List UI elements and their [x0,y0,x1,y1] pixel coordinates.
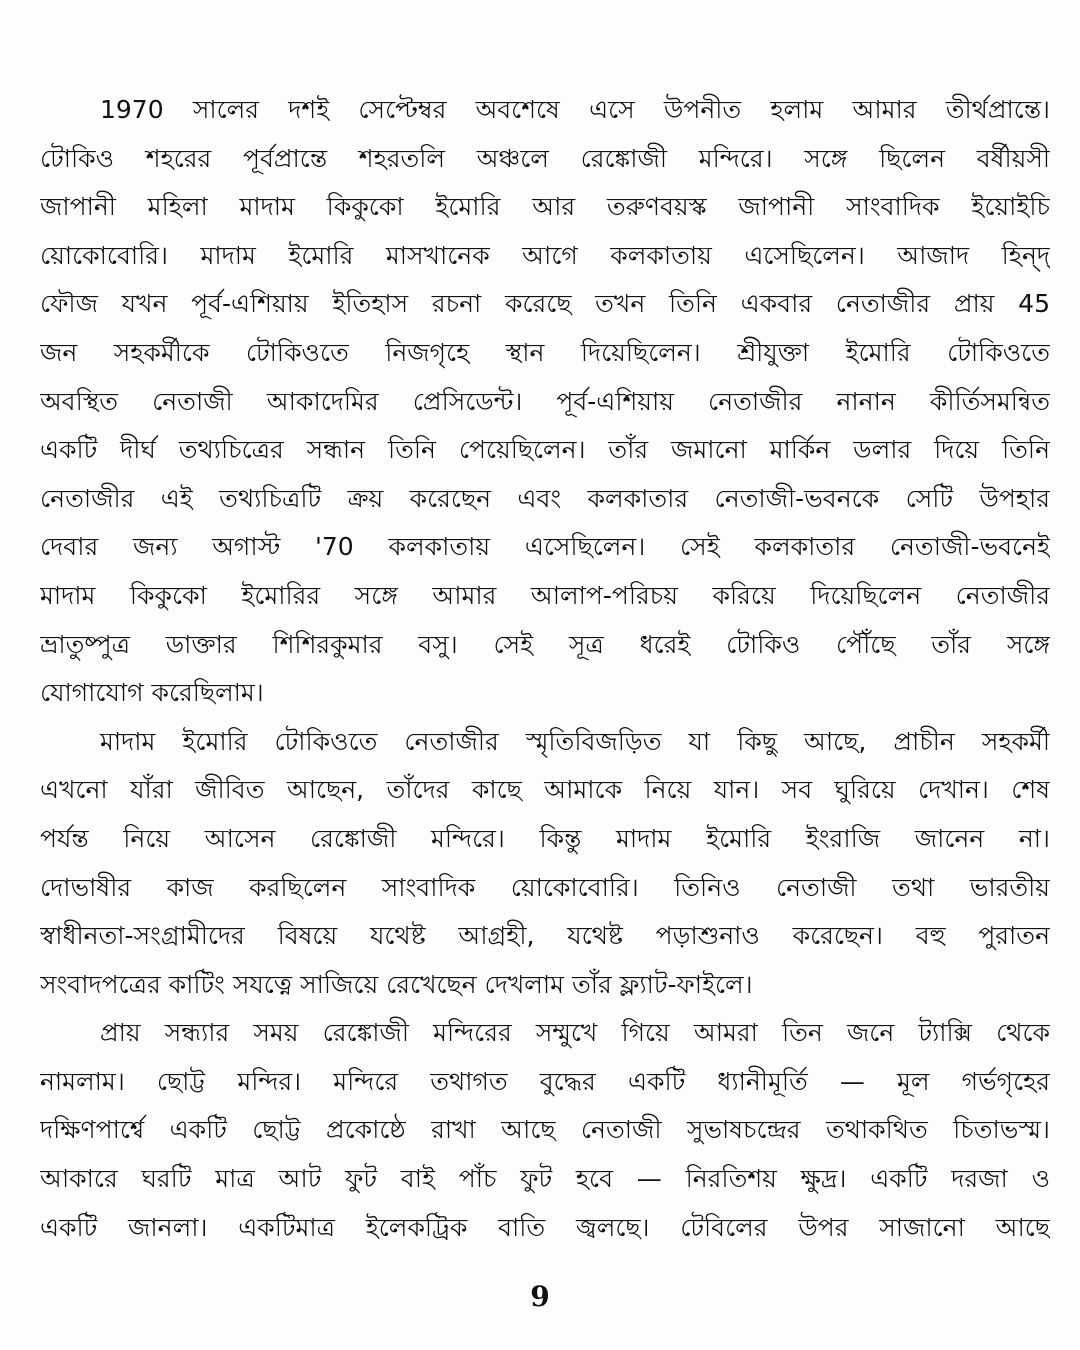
text-line: 1970 সালের দশই সেপ্টেম্বর অবশেষে এসে উপনীত হলাম আমার তীর্থপ্রান্তে। [100,95,1050,124]
paragraph-1 [40,86,1050,718]
text-line: প্রায় সন্ধ্যার সময় রেঙ্কোজী মন্দিরের সম্মুখে গিয়ে আমরা তিন জনে ট্যাক্সি থেকে [100,1018,1050,1048]
text-line: পর্যন্ত নিয়ে আসেন রেঙ্কোজী মন্দিরে। কিন্তু মাদাম ইমোরি ইংরাজি জানেন না। [40,823,1050,853]
body-text [40,86,1050,1252]
text-line: দেবার জন্য অগাস্ট '70 কলকাতায় এসেছিলেন। সেই কলকাতার নেতাজী-ভবনেই [40,532,1050,562]
text-line: নামলাম। ছোট্ট মন্দির। মন্দিরে তথাগত বুদ্ধের একটি ধ্যানীমূর্তি — মূল গর্ভগৃহের [40,1066,1050,1096]
text-line: একটি দীর্ঘ তথ্যচিত্রের সন্ধান তিনি পেয়েছিলেন। তাঁর জমানো মার্কিন ডলার দিয়ে তিনি [40,435,1050,465]
text-line: স্বাধীনতা-সংগ্রামীদের বিষয়ে যথেষ্ট আগ্রহী, যথেষ্ট পড়াশুনাও করেছেন। বহু পুরাতন [40,921,1050,951]
text-line: একটি জানলা। একটিমাত্র ইলেকট্রিক বাতি জ্বলছে। টেবিলের উপর সাজানো আছে [40,1212,1050,1242]
text-line: এখনো যাঁরা জীবিত আছেন, তাঁদের কাছে আমাকে নিয়ে যান। সব ঘুরিয়ে দেখান। শেষ [40,775,1050,805]
text-line: ফৌজ যখন পূর্ব-এশিয়ায় ইতিহাস রচনা করেছে তখন তিনি একবার নেতাজীর প্রায় 45 [40,289,1050,319]
text-line: মাদাম ইমোরি টোকিওতে নেতাজীর স্মৃতিবিজড়িত যা কিছু আছে, প্রাচীন সহকর্মী [100,726,1050,756]
text-line: সংবাদপত্রের কাটিং সযত্নে সাজিয়ে রেখেছেন দেখলাম তাঁর ফ্ল্যাট-ফাইলে। [40,969,753,999]
text-line: য়োকোবোরি। মাদাম ইমোরি মাসখানেক আগে কলকাতায় এসেছিলেন। আজাদ হিন্দ্ [40,240,1050,270]
text-line: যোগাযোগ করেছিলাম। [40,678,264,708]
text-line: জন সহকর্মীকে টোকিওতে নিজগৃহে স্থান দিয়েছিলেন। শ্রীযুক্তা ইমোরি টোকিওতে [40,337,1050,367]
text-line: দক্ষিণপার্শ্বে একটি ছোট্ট প্রকোষ্ঠে রাখা আছে নেতাজী সুভাষচন্দ্রের তথাকথিত চিতাভস্ম। [40,1115,1050,1145]
text-line: আকারে ঘরটি মাত্র আট ফুট বাই পাঁচ ফুট হবে — নিরতিশয় ক্ষুদ্র। একটি দরজা ও [40,1164,1050,1194]
text-line: মাদাম কিকুকো ইমোরির সঙ্গে আমার আলাপ-পরিচয় করিয়ে দিয়েছিলেন নেতাজীর [40,580,1050,610]
page-number: 9 [530,1280,550,1313]
text-line: জাপানী মহিলা মাদাম কিকুকো ইমোরি আর তরুণবয়স্ক জাপানী সাংবাদিক ইয়োইচি [40,192,1050,222]
text-line: নেতাজীর এই তথ্যচিত্রটি ক্রয় করেছেন এবং কলকাতার নেতাজী-ভবনকে সেটি উপহার [40,483,1050,513]
paragraph-3 [40,1009,1050,1252]
text-line: টোকিও শহরের পূর্বপ্রান্তে শহরতলি অঞ্চলে রেঙ্কোজী মন্দিরে। সঙ্গে ছিলেন বর্ষীয়সী [40,143,1050,173]
text-line: দোভাষীর কাজ করছিলেন সাংবাদিক য়োকোবোরি। তিনিও নেতাজী তথা ভারতীয় [40,872,1050,902]
text-line: অবস্থিত নেতাজী আকাদেমির প্রেসিডেন্ট। পূর্ব-এশিয়ায় নেতাজীর নানান কীর্তিসমন্বিত [40,386,1050,416]
paragraph-2 [40,718,1050,1010]
text-line: ভ্রাতুষ্পুত্র ডাক্তার শিশিরকুমার বসু। সেই সূত্র ধরেই টোকিও পৌঁছে তাঁর সঙ্গে [40,629,1050,659]
